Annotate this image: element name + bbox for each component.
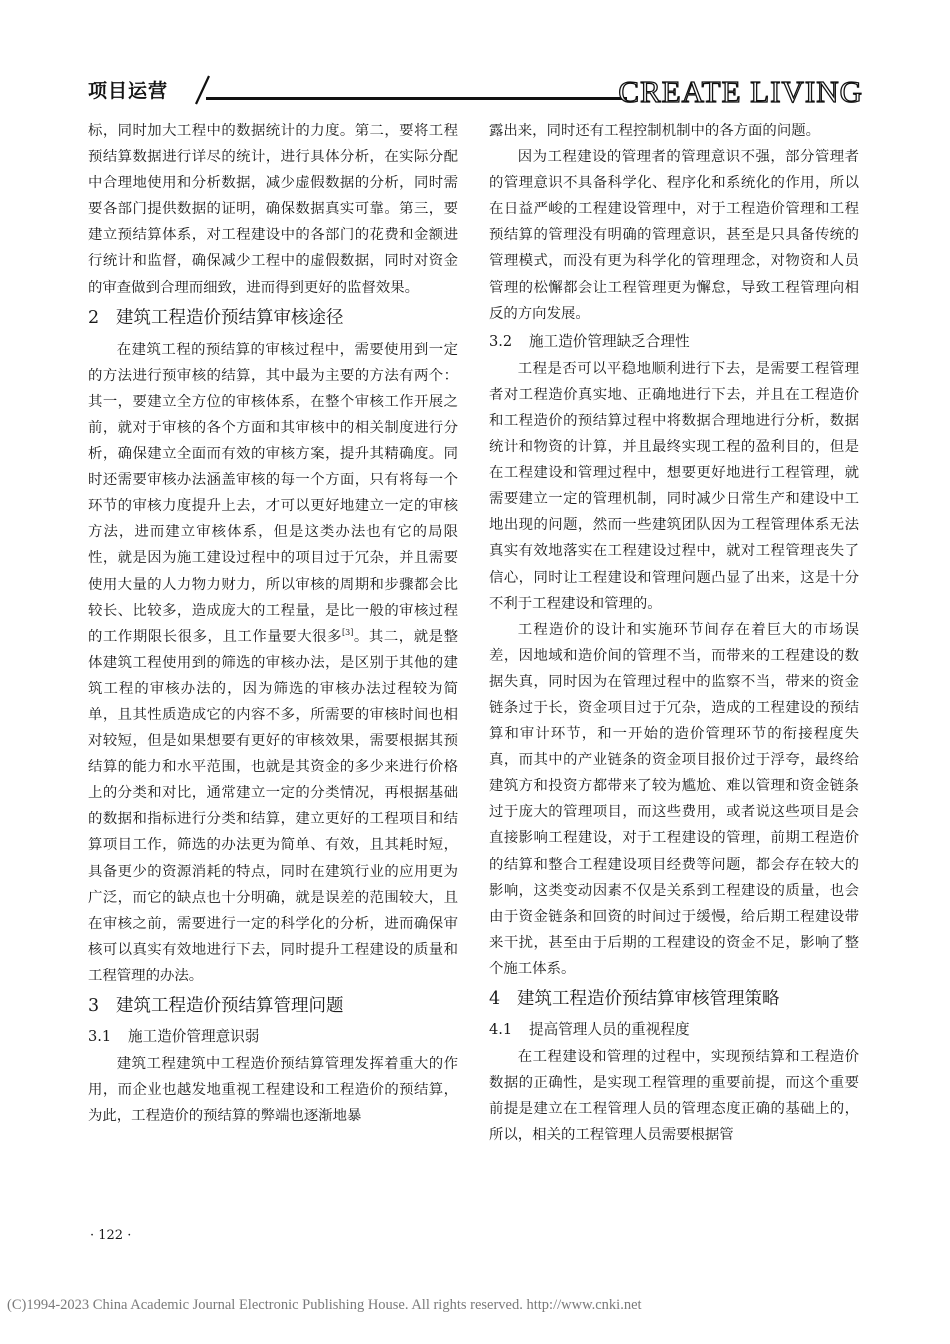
subsection-number: 3.1 [88,1028,112,1045]
section-heading-2 [88,305,458,331]
section-label: 项目运营 [88,80,169,102]
subsection-title: 提高管理人员的重视程度 [529,1021,690,1038]
header-slash-decoration [192,72,212,108]
section-heading-3 [88,993,458,1019]
paragraph: 因为工程建设的管理者的管理意识不强，部分管理者的管理意识不具备科学化、程序化和系统化的作用，所以在日益严峻的工程建设管理中，对于工程造价管理和工程预结算的管理没有明确的管理意识，甚至是只具备传统的管理模式，而没有更为科学化的管理理念，对物资和人员管理的松懈都会让工程管理更为懈怠，导致工程管理向相反的方向发展。 [489,149,859,322]
paragraph: 露出来，同时还有工程控制机制中的各方面的问题。 [489,123,820,139]
right-column [489,118,859,1148]
journal-brand: CREATE LIVING [618,74,863,109]
subsection-heading-3-1 [88,1025,458,1049]
subsection-heading-4-1 [489,1018,859,1042]
section-title: 建筑工程造价预结算审核途径 [116,307,344,328]
section-title: 建筑工程造价预结算管理问题 [116,996,344,1016]
section-title: 建筑工程造价预结算审核管理策略 [517,989,780,1009]
subsection-number: 4.1 [489,1021,513,1038]
paragraph: 建筑工程建筑中工程造价预结算管理发挥着重大的作用，而企业也越发地重视工程建设和工程造价的预结算，为此，工程造价的预结算的弊端也逐渐地暴 [88,1056,458,1125]
paragraph: 标，同时加大工程中的数据统计的力度。第二，要将工程预结算数据进行详尽的统计，进行具体分析，在实际分配中合理地使用和分析数据，减少虚假数据的分析，同时需要各部门提供数据的证明，确保数据真实可靠。第三，要建立预结算体系，对工程建设中的各部门的花费和金额进行统计和监督，确保减少工程中的虚假数据，同时对资金的审查做到合理而细致，进而得到更好的监督效果。 [88,123,458,296]
section-heading-4 [489,986,859,1012]
section-number: 4 [489,989,501,1009]
paragraph-text: 在建筑工程的预结算的审核过程中，需要使用到一定的方法进行预审核的结算，其中最为主要的方法有两个：其一，要建立全方位的审核体系，在整个审核工作开展之前，就对于审核的各个方面和其审核中的相关制度进行分析，确保建立全面而有效的审核方案，提升其精确度。同时还需要审核办法涵盖审核的每一个方面，只有将每一个环节的审核力度提升上去，才可以更好地建立一定的审核方法，进而建立审核体系，但是这类办法也有它的局限性，就是因为施工建设过程中的项目过于冗杂，并且需要使用大量的人力物力财力，所以审核的周期和步骤都会比较长、比较多，造成庞大的工程量，是比一般的审核过程的工作期限长很多，且工作量要大很多 [88,341,458,645]
section-number: 2 [88,307,100,328]
running-header [88,70,863,112]
page-number: · 122 · [90,1228,132,1243]
copyright-notice: (C)1994-2023 China Academic Journal Electronic Publishing House. All rights reserved. http://www.cnki.net [7,1297,642,1313]
subsection-title: 施工造价管理意识弱 [128,1028,260,1045]
citation-marker: [3] [342,627,354,637]
paragraph: 在工程建设和管理的过程中，实现预结算和工程造价数据的正确性，是实现工程管理的重要前提，而这个重要前提是建立在工程管理人员的管理态度正确的基础上的，所以，相关的工程管理人员需要根据管 [489,1049,859,1144]
header-rule [206,97,627,100]
paragraph [88,337,458,989]
subsection-number: 3.2 [489,332,513,350]
paragraph: 工程是否可以平稳地顺利进行下去，是需要工程管理者对工程造价真实地、正确地进行下去，并且在工程造价和工程造价的预结算过程中将数据合理地进行分析，数据统计和物资的计算，并且最终实现工程的盈利目的，但是在工程建设和管理过程中，想要更好地进行工程管理，就需要建立一定的管理机制，同时减少日常生产和建设中工地出现的问题，然而一些建筑团队因为工程管理体系无法真实有效地落实在工程建设过程中，就对工程管理丧失了信心，同时让工程建设和管理问题凸显了出来，这是十分不利于工程建设和管理的。 [489,360,859,612]
section-number: 3 [88,996,100,1016]
subsection-heading-3-2 [489,330,859,354]
paragraph-text: 。其二，就是整体建筑工程使用到的筛选的审核办法，是区别于其他的建筑工程的审核办法的，因为筛选的审核办法过程较为简单，且其性质造成它的内容不多，所需要的审核时间也相对较短，但是如果想要有更好的审核效果，需要根据其预结算的能力和水平范围，也就是其资金的多少来进行价格上的分类和对比，通常建立一定的分类情况，再根据基础的数据和指标进行分类和结算，建立更好的工程项目和结算项目工作，筛选的办法更为简单、有效，且其耗时短，具备更少的资源消耗的特点，同时在建筑行业的应用更为广泛，而它的缺点也十分明确，就是误差的范围较大，且在审核之前，需要进行一定的科学化的分析，进而确保审核可以真实有效地进行下去，同时提升工程建设的质量和工程管理的办法。 [88,628,458,984]
subsection-title: 施工造价管理缺乏合理性 [529,332,690,350]
paragraph: 工程造价的设计和实施环节间存在着巨大的市场误差，因地域和造价间的管理不当，而带来的工程建设的数据失真，同时因为在管理过程中的监察不当，带来的资金链条过于长，资金项目过于冗杂，造成的工程建设的预结算和审计环节，和一开始的造价管理环节的衔接程度失真，而其中的产业链条的资金项目报价过于浮夸，最终给建筑方和投资方都带来了较为尴尬、难以管理和资金链条过于庞大的管理项目，而这些费用，或者说这些项目是会直接影响工程建设，对于工程建设的管理，前期工程造价的结算和整合工程建设项目经费等问题，都会存在较大的影响，这类变动因素不仅是关系到工程建设的质量，也会由于资金链条和回资的时间过于缓慢，给后期工程建设带来干扰，甚至由于后期的工程建设的资金不足，影响了整个施工体系。 [489,621,859,977]
left-column [88,118,458,1129]
